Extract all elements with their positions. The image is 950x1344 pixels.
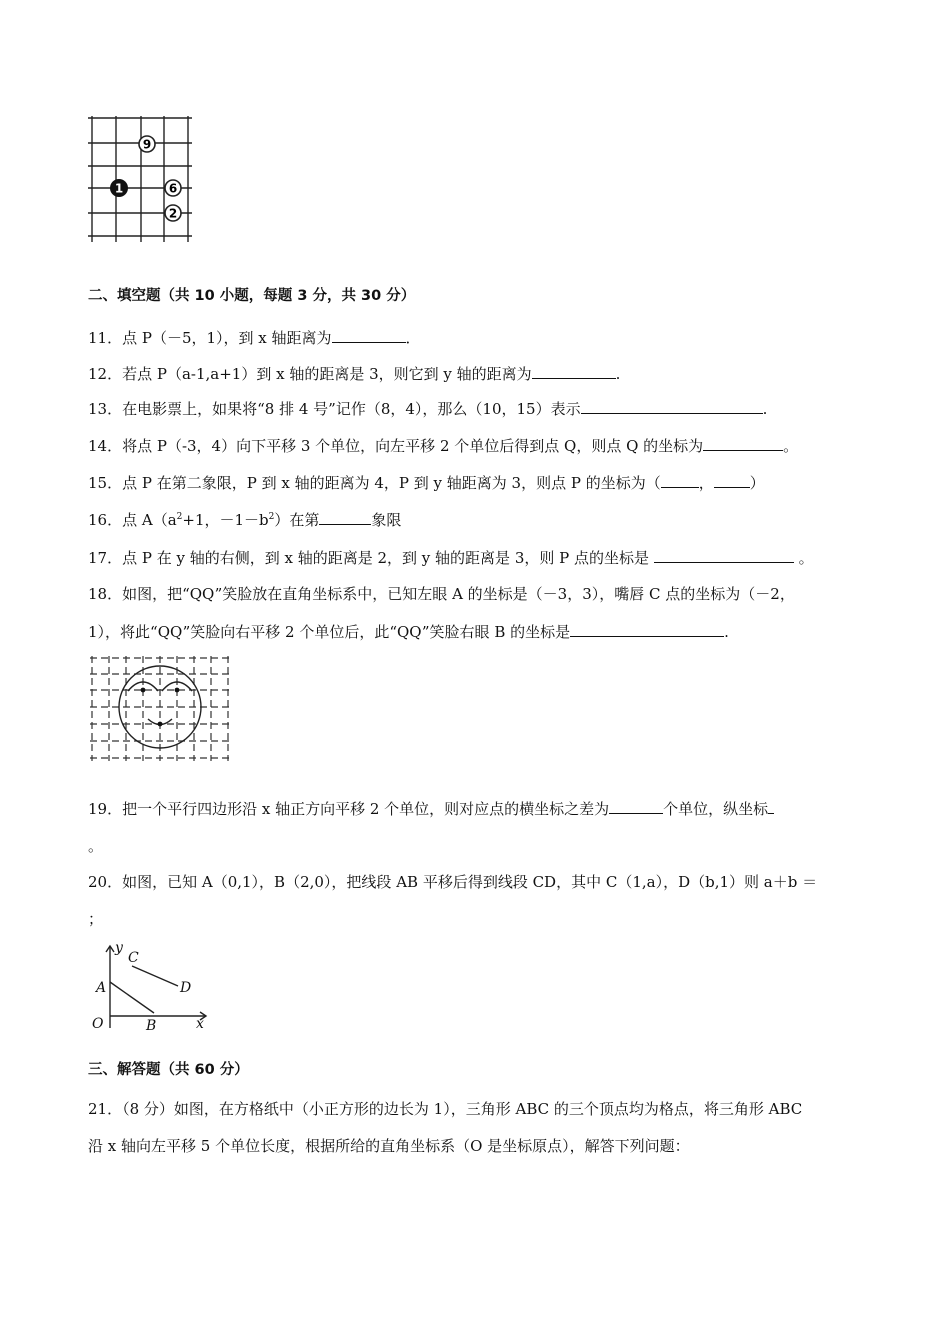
go-stone-6 [165,180,181,196]
point-c-label: C [128,950,139,966]
go-stone-2 [165,205,181,221]
question-14: 14．将点 P（-3，4）向下平移 3 个单位，向左平移 2 个单位后得到点 Q，则点 Q 的坐标为 。 [88,437,799,455]
go-stone-9 [139,136,155,152]
question-15: 15．点 P 在第二象限，P 到 x 轴的距离为 4，P 到 y 轴距离为 3，则点 P 的坐标为（ ， ） [88,474,765,492]
answer-blank [570,621,724,637]
svg-text:6: 6 [168,181,178,196]
section-heading-fill-in: 二、填空题（共 10 小题，每题 3 分，共 30 分） [88,288,416,304]
answer-blank [703,435,783,451]
question-20-line2: ； [88,910,104,928]
left-eye-point [141,688,146,693]
answer-blank [332,327,406,343]
question-18-line2: 1），将此“QQ”笑脸向右平移 2 个单位后，此“QQ”笑脸右眼 B 的坐标是 . [88,623,729,641]
answer-blank [768,798,774,814]
question-11: 11．点 P（－5，1），到 x 轴距离为 ． [88,329,421,347]
segment-ab [110,982,154,1013]
question-20-line1: 20．如图，已知 A（0,1），B（2,0），把线段 AB 平移后得到线段 CD，其中 C（1,a），D（b,1）则 a＋b ＝ [88,873,818,891]
svg-text:2: 2 [168,206,178,221]
origin-label: O [92,1016,104,1032]
point-b-label: B [146,1018,157,1034]
question-12: 12．若点 P（a-1,a+1）到 x 轴的距离是 3，则它到 y 轴的距离为 . [88,365,621,383]
segment-translation-figure [88,940,212,1032]
answer-blank [532,363,616,379]
answer-blank [714,472,750,488]
answer-blank [319,509,371,525]
question-16: 16．点 $A(a^2+1$，$-1-b^2$）在第 象限 [88,511,402,529]
question-18-line1: 18．如图，把“QQ”笑脸放在直角坐标系中，已知左眼 A 的坐标是（－3，3），嘴唇 C 点的坐标为（－2， [88,585,795,603]
svg-text:1: 1 [114,181,124,196]
answer-blank [581,398,763,414]
question-21-line2: 沿 x 轴向左平移 5 个单位长度，根据所给的直角坐标系（O 是坐标原点），解答下列问题： [88,1137,690,1155]
right-eye-point [175,688,180,693]
question-13: 13．在电影票上，如果将“8 排 4 号”记作（8，4），那么（10，15）表示 . [88,400,768,418]
question-17: 17．点 P 在 y 轴的右侧，到 x 轴的距离是 2，到 y 轴的距离是 3，则 P 点的坐标是 。 [88,549,814,567]
svg-text:9: 9 [142,137,152,152]
question-19-line2: 。 [88,837,104,855]
segment-cd [132,966,178,986]
section-heading-answers: 三、解答题（共 60 分） [88,1062,249,1078]
qq-smiley-figure [88,655,234,763]
go-board-figure [84,112,196,244]
question-21-line1: 21．（8 分）如图，在方格纸中（小正方形的边长为 1），三角形 ABC 的三个顶点均为格点，将三角形 ABC [88,1100,803,1118]
answer-blank [609,798,663,814]
question-19: 19．把一个平行四边形沿 x 轴正方向平移 2 个单位，则对应点的横坐标之差为 个单位，纵坐标 [88,798,774,819]
x-axis-label: x [196,1016,204,1032]
mouth-point [158,722,163,727]
y-axis-label: y [115,940,123,956]
go-stone-1 [110,179,128,197]
answer-blank [654,547,794,563]
point-d-label: D [180,980,192,996]
point-a-label: A [96,980,107,996]
answer-blank [661,472,699,488]
